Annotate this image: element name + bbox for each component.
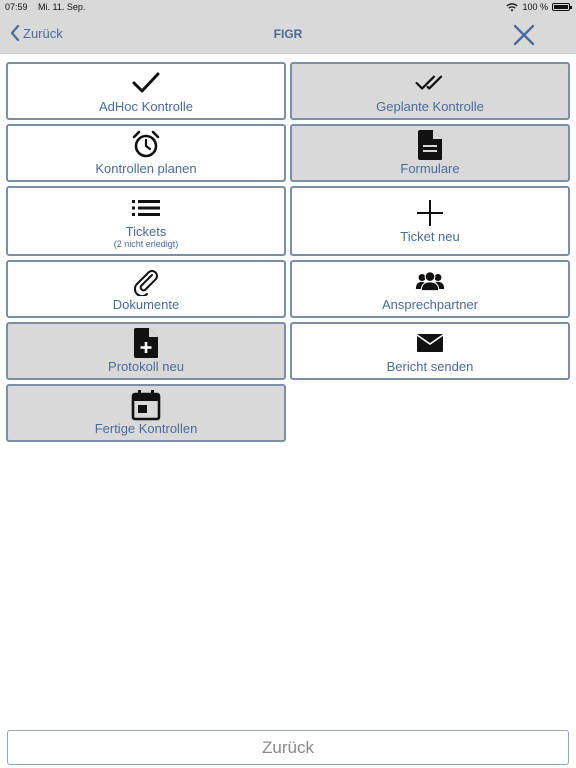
status-bar bbox=[0, 0, 576, 14]
tile-dokumente[interactable] bbox=[6, 260, 286, 318]
status-date: Mi. 11. Sep. bbox=[38, 2, 86, 12]
tile-label: Formulare bbox=[400, 161, 460, 176]
tile-bericht-senden[interactable] bbox=[290, 322, 570, 380]
plus-icon bbox=[415, 198, 445, 228]
battery-icon bbox=[552, 3, 570, 11]
tile-label: Fertige Kontrollen bbox=[94, 421, 198, 436]
back-link-label: Zurück bbox=[23, 25, 63, 41]
tile-ticket-neu[interactable] bbox=[290, 186, 570, 256]
battery-percent: 100 % bbox=[522, 2, 548, 12]
document-icon bbox=[415, 130, 445, 160]
tile-label: Kontrollen planen bbox=[95, 161, 197, 176]
page-title: FIGR bbox=[273, 27, 303, 41]
check-icon bbox=[131, 68, 161, 98]
footer-back-button[interactable]: Zurück bbox=[7, 730, 569, 765]
status-right bbox=[506, 2, 570, 12]
tile-kontrollen-planen[interactable] bbox=[6, 124, 286, 182]
alarm-clock-icon bbox=[131, 130, 161, 160]
tile-protokoll-neu[interactable] bbox=[6, 322, 286, 380]
tile-label: Dokumente bbox=[112, 297, 180, 312]
close-icon bbox=[512, 23, 536, 47]
tile-adhoc-kontrolle[interactable] bbox=[6, 62, 286, 120]
tile-formulare[interactable] bbox=[290, 124, 570, 182]
tile-label: Geplante Kontrolle bbox=[376, 99, 484, 114]
tile-fertige-kontrollen[interactable] bbox=[6, 384, 286, 442]
wifi-icon bbox=[506, 3, 518, 12]
tile-sublabel: (2 nicht erledigt) bbox=[113, 239, 179, 249]
tile-label: Bericht senden bbox=[386, 359, 474, 374]
status-time: 07:59 bbox=[5, 2, 28, 12]
tile-label: Ticket neu bbox=[400, 229, 460, 244]
envelope-icon bbox=[415, 328, 445, 358]
tile-tickets[interactable] bbox=[6, 186, 286, 256]
tile-label: Ansprechpartner bbox=[381, 297, 479, 312]
tile-label: Protokoll neu bbox=[108, 359, 184, 374]
paperclip-icon bbox=[131, 266, 161, 296]
navigation-bar bbox=[0, 14, 576, 54]
tile-geplante-kontrolle[interactable] bbox=[290, 62, 570, 120]
file-add-icon bbox=[131, 328, 161, 358]
tile-label: Tickets bbox=[125, 224, 167, 239]
double-check-icon bbox=[415, 68, 445, 98]
tile-label: AdHoc Kontrolle bbox=[99, 99, 193, 114]
close-button[interactable] bbox=[512, 23, 536, 47]
group-icon bbox=[415, 266, 445, 296]
tile-ansprechpartner[interactable] bbox=[290, 260, 570, 318]
list-icon bbox=[131, 193, 161, 223]
calendar-icon bbox=[131, 390, 161, 420]
